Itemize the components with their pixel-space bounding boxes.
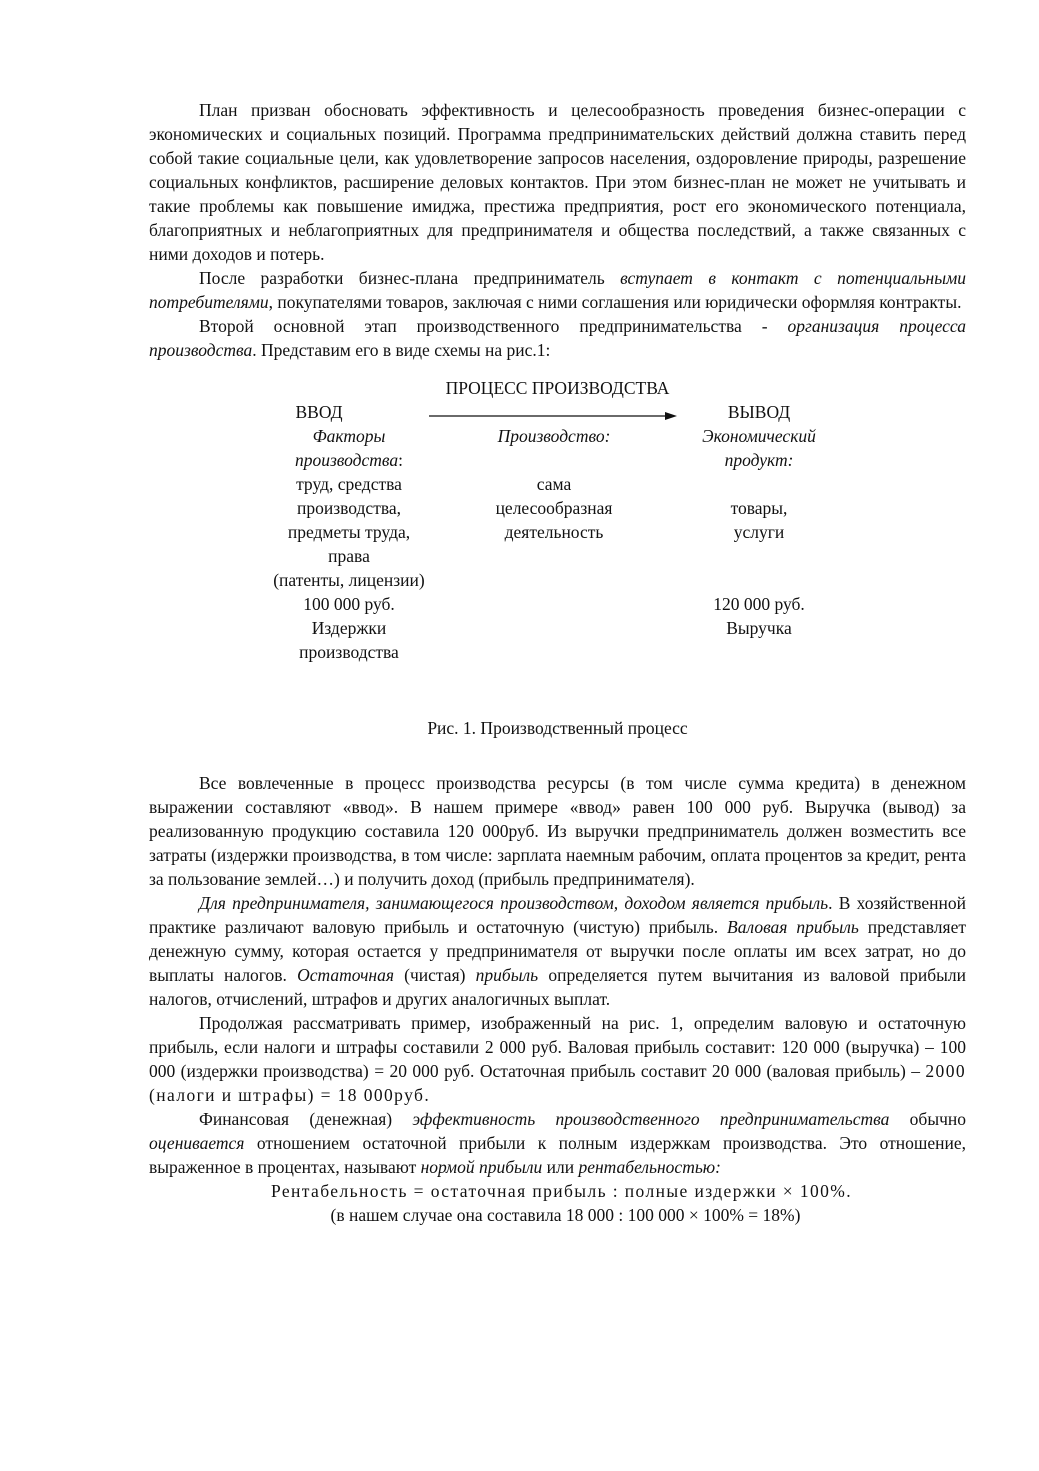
paragraph-profit [149,891,966,1011]
paragraph-text: . В хозяйственной практике различают валовую прибыль и остаточную (чистую) прибыль. [149,893,966,937]
paragraph-efficiency [149,1107,966,1179]
input-item: производства, [296,498,402,518]
emphasis-text: прибыль [475,965,539,985]
paragraph-text: Второй основной этап производственного предпринимательства - [199,316,788,336]
scheme-middle-column [454,400,654,544]
paragraph-text: обычно [889,1109,966,1129]
input-heading-line: Факторы [312,426,386,446]
output-heading [654,424,864,448]
emphasis-text: оценивается [149,1133,245,1153]
middle-item: деятельность [504,522,604,542]
input-label: ВВОД [295,402,343,422]
output-heading [654,448,864,472]
emphasis-text: рентабельностью: [578,1157,721,1177]
paragraph-text: отношением остаточной прибыли к полным издержкам производства. Это отношение, выраженное в процентах, называют [149,1133,966,1177]
paragraph-text: представляет денежную сумму, которая остается у предпринимателя от выручки после оплаты им всех затрат, но до выплаты налогов. [149,917,966,985]
production-process-scheme [149,376,966,706]
paragraph-text: или [542,1157,579,1177]
input-heading [249,448,449,472]
emphasis-text: вступает в контакт с потенциальными потребителями [149,268,966,312]
output-note: Выручка [726,618,792,638]
emphasis-text: нормой прибыли [420,1157,543,1177]
input-heading-line: производства [294,450,399,470]
output-amount: 120 000 руб. [713,594,805,614]
input-item: труд, средства [296,474,402,494]
paragraph-text: определяется путем вычитания из валовой прибыли налогов, отчислений, штрафов и других аналогичных выплат. [149,965,966,1009]
paragraph-example [149,1011,966,1107]
input-heading-colon: : [398,450,404,470]
output-heading-line: продукт: [724,450,794,470]
paragraph-text: Финансовая (денежная) [199,1109,413,1129]
input-heading [249,424,449,448]
formula-profitability: Рентабельность = остаточная прибыль : полные издержки × 100%. [270,1181,853,1201]
middle-item: целесообразная [495,498,613,518]
input-item: права [328,546,370,566]
emphasis-text: Остаточная [297,965,394,985]
emphasis-text: Валовая прибыль [727,917,859,937]
paragraph-text: , покупателями товаров, заключая с ними соглашения или юридически оформляя контракты. [268,292,962,312]
output-item: услуги [733,522,785,542]
paragraph-contact [149,266,966,314]
paragraph-text: 2000 (налоги и штрафы) = 18 000руб. [149,1061,966,1105]
scheme-title [149,376,966,400]
scheme-title-text: ПРОЦЕСС ПРОИЗВОДСТВА [445,378,670,398]
input-item: предметы труда, [287,522,411,542]
output-label: ВЫВОД [727,402,791,422]
input-item: (патенты, лицензии) [273,570,425,590]
paragraph-business-plan: План призван обосновать эффективность и целесообразность проведения бизнес-операции с экономических и социальных позиций. Программа предпринимательских действий должна ставить перед собой такие социальные цели, как удовлетворение запросов населения, оздоровление природы, разрешение социальных конфликтов, расширение деловых контактов. При этом бизнес-план не может не учитывать и такие проблемы как повышение имиджа, престижа предприятия, рост его экономического потенциала, благоприятных и неблагоприятных для предпринимателя и общества последствий, а также связанных с ними доходов и потерь. [149,100,966,264]
paragraph-text: (чистая) [393,965,476,985]
middle-item: сама [536,474,572,494]
figure-caption: Рис. 1. Производственный процесс [427,718,688,738]
scheme-output-column [654,400,864,640]
emphasis-text: Для предпринимателя, занимающегося производством, доходом является прибыль [199,893,829,913]
input-note: производства [299,642,399,662]
output-heading-line: Экономический [702,426,816,446]
document-page [149,98,966,1227]
emphasis-text: эффективность производственного предпринимательства [412,1109,890,1129]
output-item: товары, [730,498,788,518]
formula-example: (в нашем случае она составила 18 000 : 100 000 × 100% = 18%) [330,1205,801,1225]
middle-heading-text: Производство: [497,426,611,446]
input-amount: 100 000 руб. [303,594,395,614]
middle-heading [454,424,654,448]
paragraph-text: Продолжая рассматривать пример, изображенный на рис. 1, определим валовую и остаточную прибыль, если налоги и штрафы составили 2 000 руб. Валовая прибыль составит: 120 000 (выручка) – 100 000 (издержки производства) = 20 000 руб. Остаточная прибыль составит 20 000 (валовая прибыль) – [149,1013,966,1081]
paragraph-second-stage [149,314,966,362]
scheme-input-column [249,400,449,664]
paragraph-input-output: Все вовлеченные в процесс производства ресурсы (в том числе сумма кредита) в денежном выражении составляют «ввод». В нашем примере «ввод» равен 100 000 руб. Выручка (вывод) за реализованную продукцию составила 120 000руб. Из выручки предприниматель должен возместить все затраты (издержки производства, в том числе: зарплата наемным рабочим, оплата процентов за кредит, рента за пользование землей…) и получить доход (прибыль предпринимателя). [149,773,966,889]
input-note: Издержки [311,618,387,638]
emphasis-text: организация процесса производства [149,316,967,360]
paragraph-text: . Представим его в виде схемы на рис.1: [252,340,551,360]
paragraph-text: После разработки бизнес-плана предприниматель [199,268,621,288]
